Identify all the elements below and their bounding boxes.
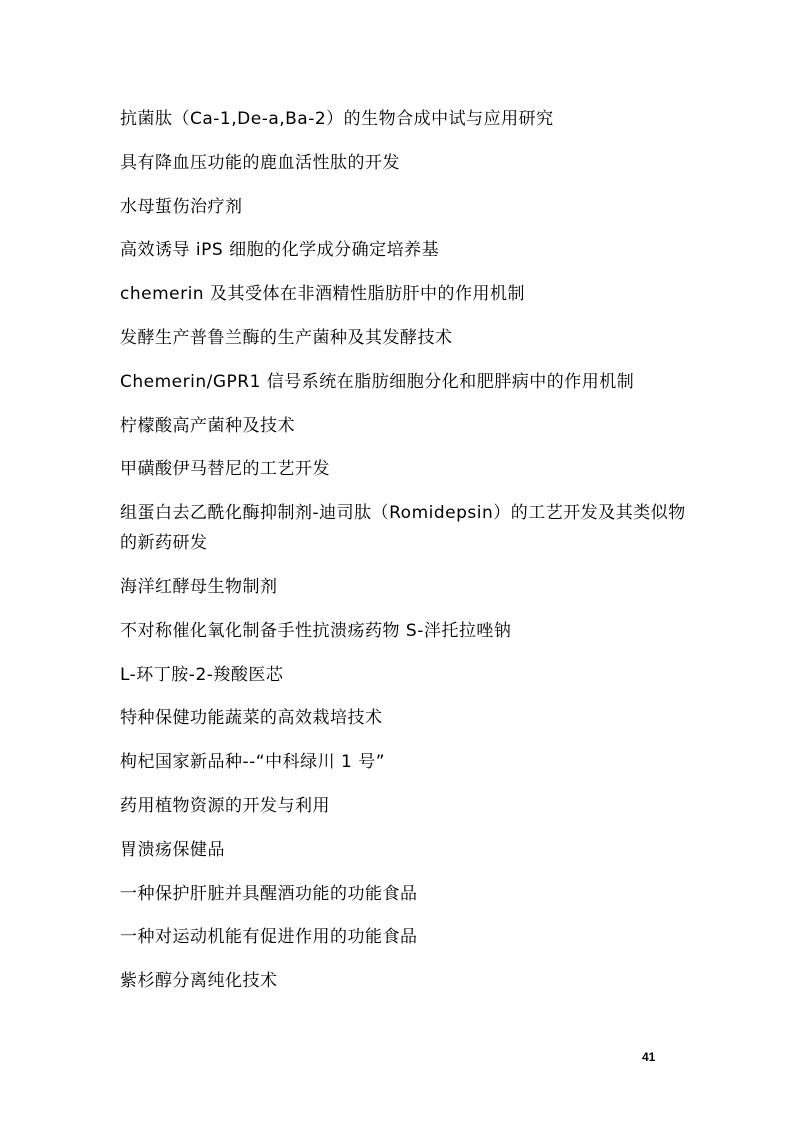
list-item: 不对称催化氧化制备手性抗溃疡药物 S-泮托拉唑钠 — [120, 620, 512, 641]
list-item: 水母蜇伤治疗剂 — [120, 196, 243, 217]
list-item: 柠檬酸高产菌种及技术 — [120, 415, 295, 436]
list-item: 具有降血压功能的鹿血活性肽的开发 — [120, 152, 400, 173]
list-item: 一种对运动机能有促进作用的功能食品 — [120, 927, 418, 948]
page-number: 41 — [642, 1050, 656, 1064]
list-item: 组蛋白去乙酰化酶抑制剂-迪司肽（Romidepsin）的工艺开发及其类似物的新药研发 — [120, 503, 686, 554]
list-item: 紫杉醇分离纯化技术 — [120, 971, 278, 992]
list-item: 一种保护肝脏并具醒酒功能的功能食品 — [120, 883, 418, 904]
list-item: 发酵生产普鲁兰酶的生产菌种及其发酵技术 — [120, 327, 453, 348]
list-item: chemerin 及其受体在非酒精性脂肪肝中的作用机制 — [120, 284, 525, 305]
list-item: 抗菌肽（Ca-1,De-a,Ba-2）的生物合成中试与应用研究 — [120, 109, 554, 129]
list-item: 甲磺酸伊马替尼的工艺开发 — [120, 459, 330, 480]
project-list — [120, 104, 700, 1010]
list-item: 海洋红酵母生物制剂 — [120, 576, 278, 597]
list-item: 胃溃疡保健品 — [120, 839, 225, 860]
list-item: 药用植物资源的开发与利用 — [120, 795, 330, 816]
list-item: 枸杞国家新品种--“中科绿川 1 号” — [120, 752, 386, 773]
list-item: 特种保健功能蔬菜的高效栽培技术 — [120, 708, 383, 729]
list-item: 高效诱导 iPS 细胞的化学成分确定培养基 — [120, 240, 440, 261]
list-item: L-环丁胺-2-羧酸医芯 — [120, 664, 284, 685]
list-item: Chemerin/GPR1 信号系统在脂肪细胞分化和肥胖病中的作用机制 — [120, 371, 635, 392]
